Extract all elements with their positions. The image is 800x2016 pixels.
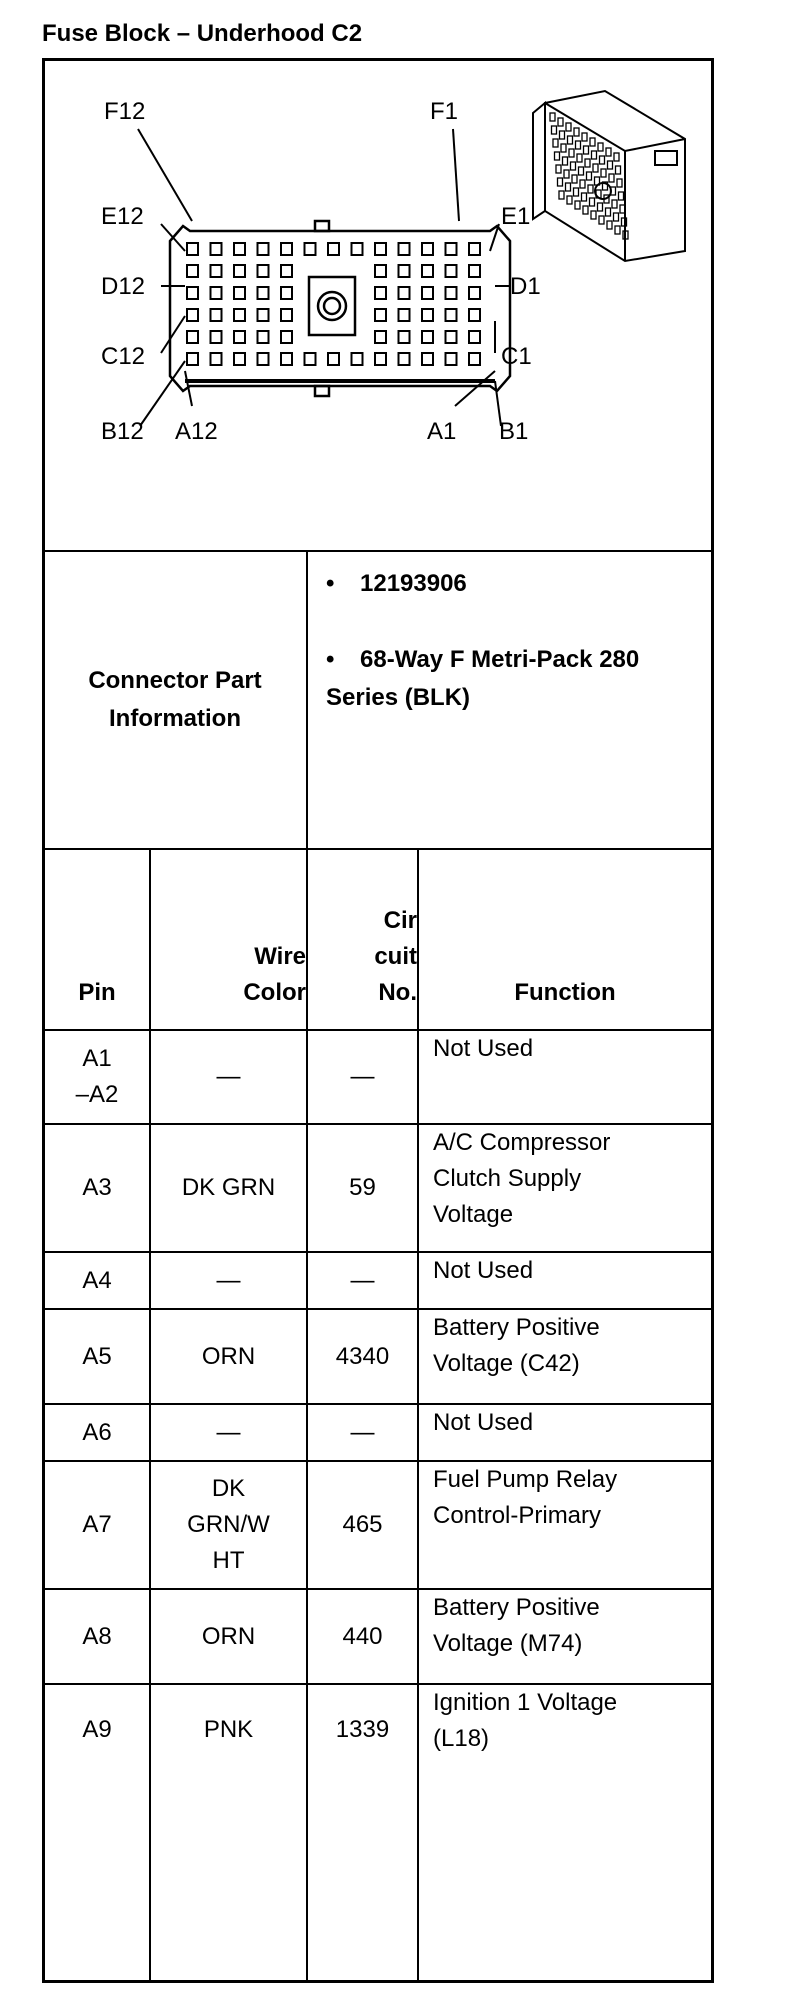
cavity xyxy=(258,353,269,365)
cell-line: DK GRN xyxy=(181,1174,276,1201)
cavity xyxy=(258,287,269,299)
cell-circuit xyxy=(308,1405,417,1460)
cell-wire xyxy=(151,1125,306,1251)
iso-cavity xyxy=(608,161,613,169)
cavity xyxy=(446,287,457,299)
cavity xyxy=(375,309,386,321)
cell-pin xyxy=(45,1310,149,1403)
header-circuit xyxy=(308,850,417,1029)
cell-circuit xyxy=(308,1253,417,1308)
cell-line: A6 xyxy=(82,1418,112,1446)
cell-line: Not Used xyxy=(433,1409,534,1436)
cell-function xyxy=(419,1685,711,1775)
cavity xyxy=(211,309,222,321)
cell-line: 59 xyxy=(349,1174,376,1201)
iso-cavity xyxy=(558,178,563,186)
cavity xyxy=(375,243,386,255)
cell-function xyxy=(419,1405,711,1460)
iso-cavity xyxy=(615,226,620,234)
cell-line: A3 xyxy=(82,1174,112,1201)
cell-line: (L18) xyxy=(433,1725,490,1752)
cavity xyxy=(211,265,222,277)
iso-cavity xyxy=(582,133,587,141)
cavity xyxy=(375,353,386,365)
cell-line: Battery Positive xyxy=(433,1594,600,1621)
iso-cavity xyxy=(606,148,611,156)
header-circuit-line: Cir xyxy=(383,907,417,934)
cell-pin xyxy=(45,1462,149,1588)
cell-wire xyxy=(151,1462,306,1588)
iso-cavity xyxy=(556,165,561,173)
iso-cavity xyxy=(559,191,564,199)
cavity xyxy=(469,287,480,299)
cavity xyxy=(234,331,245,343)
label-f1: F1 xyxy=(430,98,459,125)
cell-line: A7 xyxy=(82,1511,112,1538)
iso-cavity xyxy=(616,166,621,174)
iso-cavity xyxy=(566,123,571,131)
cavity xyxy=(422,287,433,299)
iso-cavity xyxy=(569,149,574,157)
cell-line: ORN xyxy=(201,1622,256,1650)
cell-line: Clutch Supply xyxy=(433,1165,582,1192)
cavity xyxy=(446,309,457,321)
cell-pin xyxy=(45,1125,149,1251)
cavity xyxy=(399,331,410,343)
iso-cavity xyxy=(590,198,595,206)
page-title: Fuse Block – Underhood C2 xyxy=(42,20,363,47)
header-circuit-line: No. xyxy=(378,979,417,1006)
cavity xyxy=(469,265,480,277)
cavity xyxy=(375,331,386,343)
cavity xyxy=(375,287,386,299)
iso-cavity xyxy=(599,216,604,224)
cavity xyxy=(281,331,292,343)
cell-line: A1 xyxy=(82,1045,112,1072)
cell-line: –A2 xyxy=(75,1081,119,1108)
cell-line: 465 xyxy=(342,1511,383,1538)
cavity xyxy=(422,243,433,255)
connector-illustration xyxy=(533,91,685,261)
iso-cavity xyxy=(563,157,568,165)
iso-cavity xyxy=(553,139,558,147)
iso-cavity xyxy=(583,206,588,214)
cavity xyxy=(446,331,457,343)
cavity xyxy=(446,265,457,277)
iso-cavity xyxy=(572,175,577,183)
cavity xyxy=(469,243,480,255)
cavity xyxy=(305,353,316,365)
cavity xyxy=(234,265,245,277)
connector-info-list xyxy=(326,565,706,717)
cavity xyxy=(258,243,269,255)
iso-cavity xyxy=(579,167,584,175)
cell-line: Voltage (C42) xyxy=(433,1350,580,1377)
label-c1: C1 xyxy=(501,343,532,370)
cell-line: Not Used xyxy=(433,1257,534,1284)
cavity xyxy=(399,309,410,321)
iso-cavity xyxy=(566,183,571,191)
cavity xyxy=(281,353,292,365)
iso-cavity xyxy=(552,126,557,134)
header-function xyxy=(419,850,711,1029)
iso-cavity xyxy=(558,118,563,126)
cell-line: Not Used xyxy=(433,1035,534,1062)
cavity xyxy=(328,243,339,255)
cell-circuit xyxy=(308,1462,417,1588)
header-wire-line: Color xyxy=(243,979,306,1006)
cavity xyxy=(234,353,245,365)
label-a12: A12 xyxy=(175,418,218,445)
cavity xyxy=(446,243,457,255)
cell-line: 440 xyxy=(342,1622,383,1650)
iso-cavity xyxy=(598,203,603,211)
iso-cavity xyxy=(619,192,624,200)
cavity xyxy=(399,287,410,299)
connector-type-text: 68-Way F Metri-Pack 280 Series (BLK) xyxy=(326,646,640,711)
cell-pin xyxy=(45,1031,149,1123)
iso-cavity xyxy=(601,169,606,177)
iso-cavity xyxy=(582,193,587,201)
iso-cavity xyxy=(584,146,589,154)
cavity xyxy=(211,243,222,255)
cell-line: — xyxy=(216,1266,241,1294)
cell-line: GRN/W xyxy=(187,1511,270,1538)
label-d12: D12 xyxy=(101,273,146,300)
cell-line: DK xyxy=(211,1475,246,1502)
cavity xyxy=(187,309,198,321)
cell-wire xyxy=(151,1405,306,1460)
cell-line: A4 xyxy=(82,1266,112,1294)
cell-line: Voltage (M74) xyxy=(433,1630,583,1657)
cavity xyxy=(422,309,433,321)
connector-part-number xyxy=(326,565,706,603)
cavity xyxy=(187,243,198,255)
connector-info-label xyxy=(45,552,305,848)
label-f12: F12 xyxy=(104,98,146,125)
cell-circuit xyxy=(308,1031,417,1123)
cell-circuit xyxy=(308,1590,417,1683)
cavity xyxy=(258,309,269,321)
header-wire-line: Wire xyxy=(254,943,306,970)
cell-line: 1339 xyxy=(335,1716,390,1743)
cell-pin xyxy=(45,1253,149,1308)
iso-cavity xyxy=(577,154,582,162)
iso-cavity xyxy=(592,151,597,159)
cell-line: A5 xyxy=(82,1342,112,1370)
cell-line: — xyxy=(216,1418,241,1446)
iso-cavity xyxy=(607,221,612,229)
cell-pin xyxy=(45,1590,149,1683)
cavity xyxy=(422,331,433,343)
iso-cavity xyxy=(574,128,579,136)
iso-cavity xyxy=(606,208,611,216)
label-c12: C12 xyxy=(101,343,146,370)
cell-line: A/C Compressor xyxy=(433,1129,611,1156)
iso-cavity xyxy=(585,159,590,167)
connector-diagram xyxy=(45,61,711,550)
iso-cavity xyxy=(587,172,592,180)
cavity xyxy=(328,353,339,365)
cell-circuit xyxy=(308,1310,417,1403)
cell-function xyxy=(419,1125,711,1251)
iso-cavity xyxy=(580,180,585,188)
iso-cavity xyxy=(564,170,569,178)
iso-cavity xyxy=(614,153,619,161)
cavity xyxy=(211,287,222,299)
bullet: • xyxy=(326,570,335,597)
cell-line: HT xyxy=(212,1547,245,1574)
part-number-text: 12193906 xyxy=(360,570,467,597)
cavity xyxy=(281,309,292,321)
cell-line: A8 xyxy=(82,1622,112,1650)
iso-cavity xyxy=(561,144,566,152)
cell-line: Battery Positive xyxy=(433,1314,600,1341)
iso-cavity xyxy=(555,152,560,160)
connector-info-label-text: Connector Part Information xyxy=(88,667,262,732)
cavity xyxy=(446,353,457,365)
cavity xyxy=(352,243,363,255)
cavity xyxy=(187,353,198,365)
cavity xyxy=(399,265,410,277)
iso-cavity xyxy=(567,196,572,204)
cell-circuit xyxy=(308,1685,417,1775)
cavity xyxy=(352,353,363,365)
iso-cavity xyxy=(609,174,614,182)
cavity xyxy=(281,287,292,299)
connector-type xyxy=(326,641,656,717)
cell-line: Ignition 1 Voltage xyxy=(433,1689,618,1716)
cell-pin xyxy=(45,1685,149,1775)
header-pin-text: Pin xyxy=(78,979,116,1006)
label-d1: D1 xyxy=(510,273,541,300)
cavity xyxy=(469,309,480,321)
cavity xyxy=(422,353,433,365)
iso-cavity xyxy=(600,156,605,164)
label-b12: B12 xyxy=(101,418,144,445)
cavity xyxy=(234,243,245,255)
iso-cavity xyxy=(575,201,580,209)
cell-line: 4340 xyxy=(335,1342,390,1370)
iso-cavity xyxy=(574,188,579,196)
iso-cavity xyxy=(593,164,598,172)
cavity xyxy=(305,243,316,255)
bullet: • xyxy=(326,646,335,673)
header-function-text: Function xyxy=(514,979,616,1006)
cavity xyxy=(211,353,222,365)
cell-line: Fuel Pump Relay xyxy=(433,1466,618,1493)
iso-cavity xyxy=(550,113,555,121)
iso-cavity xyxy=(588,185,593,193)
cell-function xyxy=(419,1462,711,1588)
cavity xyxy=(281,265,292,277)
cell-circuit xyxy=(308,1125,417,1251)
cell-wire xyxy=(151,1310,306,1403)
cell-function xyxy=(419,1031,711,1123)
iso-cavity xyxy=(598,143,603,151)
cell-pin xyxy=(45,1405,149,1460)
cavity xyxy=(375,265,386,277)
cavity xyxy=(258,265,269,277)
iso-cavity xyxy=(576,141,581,149)
iso-cavity xyxy=(591,211,596,219)
cavity xyxy=(211,331,222,343)
cell-function xyxy=(419,1310,711,1403)
cavity xyxy=(469,353,480,365)
iso-cavity xyxy=(614,213,619,221)
header-circuit-line: cuit xyxy=(374,943,417,970)
cell-line: — xyxy=(216,1063,241,1090)
cell-line: PNK xyxy=(203,1716,254,1743)
cell-line: A9 xyxy=(82,1716,112,1743)
cavity xyxy=(399,243,410,255)
label-a1: A1 xyxy=(427,418,457,445)
cavity xyxy=(258,331,269,343)
cavity xyxy=(234,287,245,299)
cavity xyxy=(399,353,410,365)
cell-function xyxy=(419,1590,711,1683)
cavity xyxy=(469,331,480,343)
cell-line: Voltage xyxy=(433,1201,514,1228)
iso-cavity xyxy=(560,131,565,139)
cavity xyxy=(187,287,198,299)
label-b1: B1 xyxy=(499,418,529,445)
cell-wire xyxy=(151,1253,306,1308)
cell-function xyxy=(419,1253,711,1308)
cavity xyxy=(187,331,198,343)
header-wire-color xyxy=(151,850,306,1029)
iso-cavity xyxy=(590,138,595,146)
label-e1: E1 xyxy=(501,203,531,230)
iso-cavity xyxy=(568,136,573,144)
iso-cavity xyxy=(617,179,622,187)
iso-cavity xyxy=(612,200,617,208)
cell-line: Control-Primary xyxy=(433,1502,602,1529)
cell-wire xyxy=(151,1590,306,1683)
iso-cavity xyxy=(571,162,576,170)
cell-line: — xyxy=(350,1063,375,1090)
cell-line: — xyxy=(350,1266,375,1294)
cell-line: — xyxy=(350,1418,375,1446)
label-e12: E12 xyxy=(101,203,144,230)
cavity xyxy=(281,243,292,255)
cell-line: ORN xyxy=(201,1342,256,1370)
header-pin xyxy=(45,850,149,1029)
connector-face-drawing xyxy=(170,221,510,396)
cavity xyxy=(187,265,198,277)
cell-wire xyxy=(151,1031,306,1123)
cavity xyxy=(234,309,245,321)
cavity xyxy=(422,265,433,277)
cell-wire xyxy=(151,1685,306,1775)
